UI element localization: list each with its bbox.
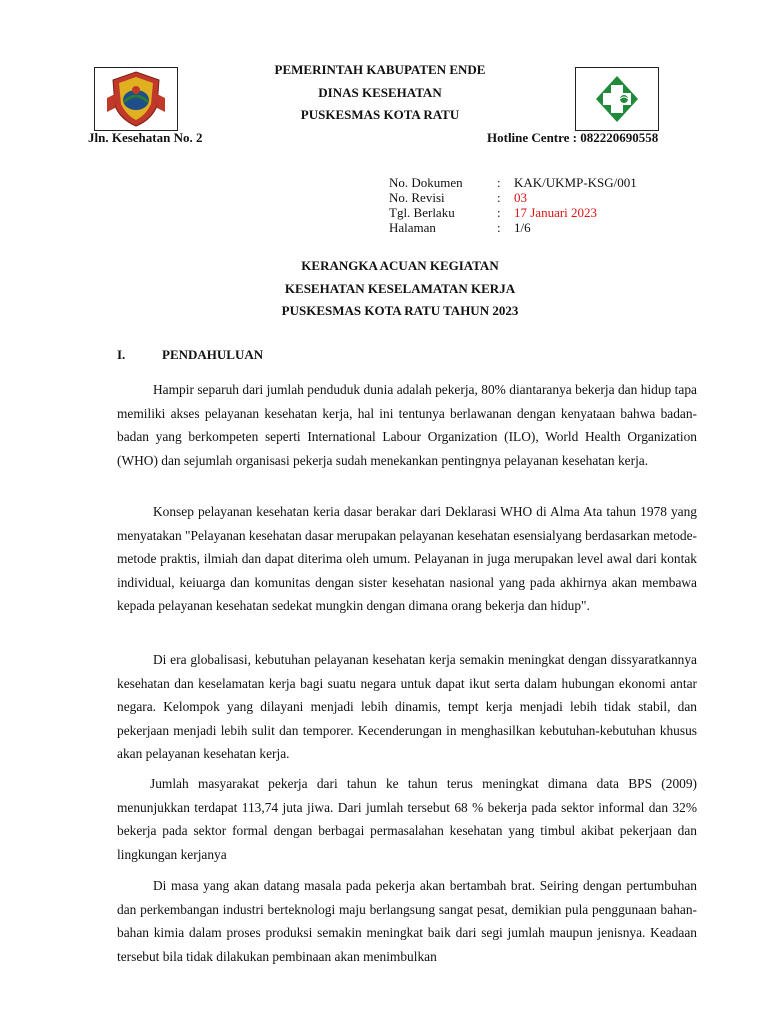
meta-separator: : xyxy=(497,220,501,235)
regency-emblem-logo xyxy=(94,67,178,131)
paragraph: Hampir separuh dari jumlah penduduk dunia adalah pekerja, 80% diantaranya bekerja dan hidup tapa memiliki akses pelayanan kesehatan kerja, hal ini tentunya berlawanan dengan kenyataan bahwa badan-badan yang berkompeten seperti International Labour Organization (ILO), World Health Organization (WHO) dan sejumlah organisasi pekerja sudah menekankan pentingnya pelayanan kesehatan kerja. xyxy=(117,382,697,468)
meta-separator: : xyxy=(497,190,501,205)
meta-value: KAK/UKMP-KSG/001 xyxy=(514,175,637,190)
meta-label: No. Dokumen xyxy=(389,175,463,190)
section-heading: PENDAHULUAN xyxy=(162,347,264,362)
meta-separator: : xyxy=(497,205,501,220)
meta-label: Halaman xyxy=(389,220,436,235)
header-government: PEMERINTAH KABUPATEN ENDE xyxy=(274,62,486,77)
header-puskesmas: PUSKESMAS KOTA RATU xyxy=(300,107,460,122)
meta-value: 1/6 xyxy=(514,220,531,235)
meta-value: 17 Januari 2023 xyxy=(514,205,598,220)
document-title-line3: PUSKESMAS KOTA RATU TAHUN 2023 xyxy=(281,303,519,318)
hotline: Hotline Centre : 082220690558 xyxy=(487,130,659,145)
paragraph: Konsep pelayanan kesehatan keria dasar berakar dari Deklarasi WHO di Alma Ata tahun 1978 yang menyatakan "Pelayanan kesehatan dasar merupakan pelayanan kesehatan esensialyang berdasarkan metode-metode praktis, ilmiah dan dapat diterima oleh umum. Pelayanan in juga merupakan level awal dari kontak individual, keiuarga dan komunitas dengan sister kesehatan nasional yang pada akhirnya akan membawa kepada pelayanan kesehatan sedekat mungkin dengan dimana orang bekerja dan hidup". xyxy=(117,504,697,614)
paragraph: Jumlah masyarakat pekerja dari tahun ke tahun terus meningkat dimana data BPS (2009) menunjukkan terdapat 113,74 juta jiwa. Dari jumlah tersebut 68 % bekerja pada sektor informal dan 32% bekerja pada sektor formal dengan berbagai permasalahan kesehatan yang timbul akibat pekerjaan dan lingkungan kerjanya xyxy=(117,776,697,862)
meta-label: Tgl. Berlaku xyxy=(389,205,455,220)
paragraph: Di masa yang akan datang masala pada pekerja akan bertambah brat. Seiring dengan pertumbuhan dan perkembangan industri berteknologi maju berlangsung sangat pesat, demikian pula penggunaan bahan-bahan kimia dalam proses produksi semakin meningkat baik dari segi jumlah maupun jenisnya. Keadaan tersebut bila tidak dilakukan pembinaan akan menimbulkan xyxy=(117,878,697,964)
document-title-line2: KESEHATAN KESELAMATAN KERJA xyxy=(284,281,516,296)
regency-emblem-icon xyxy=(95,68,177,130)
meta-separator: : xyxy=(497,175,501,190)
header-department: DINAS KESEHATAN xyxy=(318,85,442,100)
meta-label: No. Revisi xyxy=(389,190,445,205)
address: Jln. Kesehatan No. 2 xyxy=(88,130,203,145)
green-cross-icon xyxy=(576,68,658,130)
puskesmas-logo xyxy=(575,67,659,131)
document-title-line1: KERANGKA ACUAN KEGIATAN xyxy=(301,258,499,273)
meta-value: 03 xyxy=(514,190,527,205)
section-number: I. xyxy=(117,347,126,362)
paragraph: Di era globalisasi, kebutuhan pelayanan kesehatan kerja semakin meningkat dengan dissyaratkannya kesehatan dan keselamatan kerja bagi suatu negara untuk dapat ikut serta dalam hubungan ekonomi antar negara. Kelompok yang dilayani menjadi lebih dinamis, tempt kerja menjadi lebih tidak stabil, dan pekerjaan menjadi lebih sulit dan temporer. Kecenderungan in menghasilkan kebutuhan-kebutuhan khusus akan pelayanan kesehatan kerja. xyxy=(117,652,697,762)
